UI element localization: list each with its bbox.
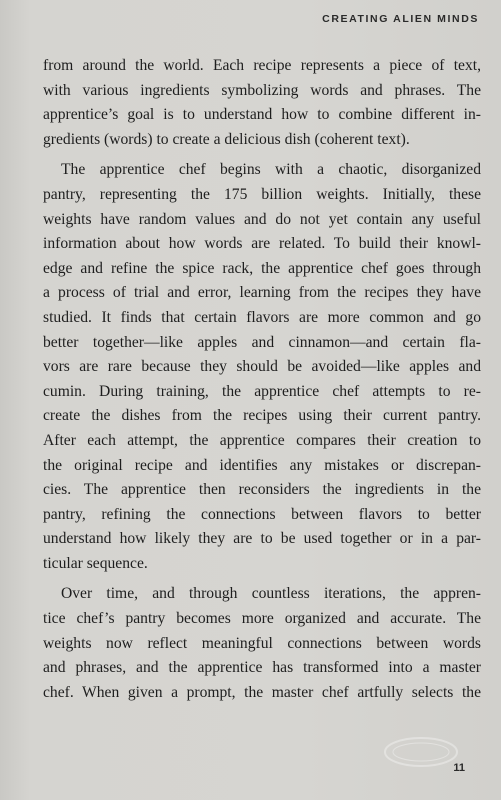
- text-line: information about how words are related. To build their knowl-: [43, 235, 481, 253]
- text-line: apprentice’s goal is to understand how to combine different in-: [43, 106, 481, 124]
- text-line: After each attempt, the apprentice compares their creation to: [43, 431, 481, 449]
- text-line: edge and refine the spice rack, the apprentice chef goes through: [43, 259, 481, 277]
- text-line: a process of trial and error, learning from the recipes they have: [43, 284, 481, 302]
- text-line: gredients (words) to create a delicious dish (coherent text).: [43, 130, 410, 148]
- text-line: pantry, refining the connections between flavors to better: [43, 505, 481, 523]
- text-line: cumin. During training, the apprentice chef attempts to re-: [43, 382, 481, 400]
- body-text: [43, 54, 481, 711]
- text-line: ticular sequence.: [43, 554, 148, 572]
- text-line: better together—like apples and cinnamon—and certain fla-: [43, 333, 481, 351]
- text-line: from around the world. Each recipe represents a piece of text,: [43, 57, 481, 74]
- text-line: pantry, representing the 175 billion weights. Initially, these: [43, 185, 481, 203]
- text-line: Over time, and through countless iterations, the appren-: [61, 585, 481, 603]
- text-line: The apprentice chef begins with a chaotic, disorganized: [61, 161, 481, 179]
- text-line: create the dishes from the recipes using their current pantry.: [43, 407, 481, 425]
- text-line: weights now reflect meaningful connections between words: [43, 634, 481, 652]
- watermark-stamp: [381, 734, 461, 770]
- text-line: weights have random values and do not yet contain any useful: [43, 210, 481, 228]
- text-line: vors are rare because they should be avoided—like apples and: [43, 358, 481, 376]
- text-line: studied. It finds that certain flavors are more common and go: [43, 308, 481, 326]
- text-line: understand how likely they are to be used together or in a par-: [43, 530, 481, 548]
- page-number: 11: [453, 762, 465, 774]
- text-line: and phrases, and the apprentice has transformed into a master: [43, 659, 481, 677]
- text-line: with various ingredients symbolizing words and phrases. The: [43, 81, 481, 99]
- paragraph-3: [43, 582, 481, 705]
- text-line: chef. When given a prompt, the master chef artfully selects the: [43, 683, 481, 701]
- running-head: CREATING ALIEN MINDS: [322, 13, 479, 25]
- paragraph-1: [43, 54, 481, 152]
- paragraph-2: [43, 158, 481, 576]
- text-line: tice chef’s pantry becomes more organized and accurate. The: [43, 610, 481, 628]
- text-line: the original recipe and identifies any mistakes or discrepan-: [43, 456, 481, 474]
- text-line: cies. The apprentice then reconsiders the ingredients in the: [43, 481, 481, 499]
